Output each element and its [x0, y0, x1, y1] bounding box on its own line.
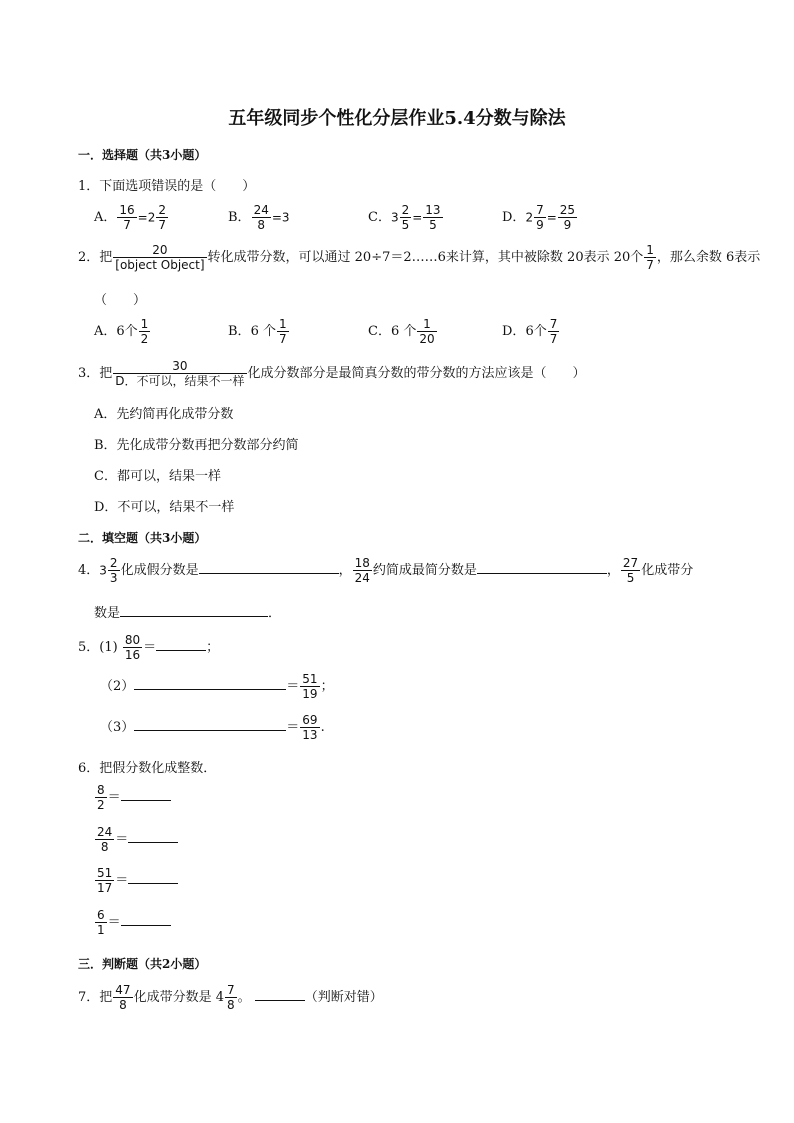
- answer-blank[interactable]: [134, 688, 286, 690]
- answer-blank[interactable]: [120, 615, 268, 617]
- fraction: $\frac{6}{1}$: [97, 908, 105, 937]
- question-3-stem: 3．把 $\frac{30}{\text{D．不可以，结果不一样}}$ 化成分数部分是最简真分数的带分数的方法应该是（ ）: [78, 359, 586, 388]
- q2-option-a[interactable]: A．6个 $\frac{1}{2}$: [94, 317, 149, 346]
- section-heading-fill: 二．填空题（共3小题）: [78, 531, 207, 545]
- q3-option-a[interactable]: A．先约简再化成带分数: [94, 407, 234, 422]
- question-4-cont: 数是 ．: [94, 606, 282, 621]
- question-2-stem: 2．把 $\frac{20}{\text{[object Object]}}$ 转化成带分数，可以通过 20÷7＝2……6来计算，其中被除数 20表示 20个 $\frac{1}{7}$ ，那么余数 6表示: [78, 243, 761, 272]
- fraction: $\frac{16}{7}$: [119, 203, 135, 232]
- section-heading-choice: 一．选择题（共3小题）: [78, 148, 207, 162]
- fraction: $\frac{25}{9}$: [559, 203, 576, 232]
- q6-item: $\frac{8}{2}$ ＝: [94, 783, 171, 812]
- q3-option-c[interactable]: C．都可以，结果一样: [94, 469, 221, 484]
- fraction: $\frac{2}{5}$: [401, 203, 410, 232]
- q1-option-d[interactable]: D．2 $\frac{7}{9}$ = $\frac{25}{9}$: [502, 203, 576, 232]
- fraction: $\frac{51}{17}$: [97, 866, 113, 895]
- q6-item: $\frac{51}{17}$ ＝: [94, 866, 178, 895]
- fraction: $\frac{2}{7}$: [158, 203, 167, 232]
- answer-blank[interactable]: [134, 729, 286, 731]
- q6-item: $\frac{24}{8}$ ＝: [94, 825, 178, 854]
- q1-option-a[interactable]: A． $\frac{16}{7}$ =2 $\frac{2}{7}$: [94, 203, 167, 232]
- q6-item: $\frac{6}{1}$ ＝: [94, 908, 171, 937]
- fraction: $\frac{80}{16}$: [124, 633, 141, 662]
- q2-option-c[interactable]: C．6 个 $\frac{1}{20}$: [368, 317, 435, 346]
- question-5-part-1: 5．(1) $\frac{80}{16}$ ＝ ；: [78, 633, 220, 662]
- fraction: $\frac{27}{5}$: [622, 556, 639, 585]
- q3-option-b[interactable]: B．先化成带分数再把分数部分约简: [94, 438, 299, 453]
- q3-option-d[interactable]: D．不可以，结果不一样: [94, 500, 235, 515]
- answer-blank[interactable]: [128, 841, 178, 843]
- fraction: $\frac{7}{7}$: [549, 317, 558, 346]
- answer-blank[interactable]: [128, 882, 178, 884]
- question-5-part-2: （2） ＝ $\frac{51}{19}$ ；: [100, 672, 334, 701]
- q2-option-b[interactable]: B．6 个 $\frac{1}{7}$: [228, 317, 287, 346]
- fraction: $\frac{30}{\text{D．不可以，结果不一样}}$: [115, 359, 245, 388]
- fraction: $\frac{7}{8}$: [226, 983, 235, 1012]
- section-heading-judge: 三．判断题（共2小题）: [78, 957, 207, 971]
- fraction: $\frac{2}{3}$: [109, 556, 118, 585]
- answer-blank[interactable]: [156, 649, 206, 651]
- question-6-stem: 6．把假分数化成整数．: [78, 761, 217, 776]
- fraction: $\frac{1}{7}$: [278, 317, 287, 346]
- page-title: 五年级同步个性化分层作业5.4分数与除法: [228, 108, 566, 129]
- q2-option-d[interactable]: D．6个 $\frac{7}{7}$: [502, 317, 558, 346]
- fraction: $\frac{24}{8}$: [97, 825, 113, 854]
- q1-option-c[interactable]: C．3 $\frac{2}{5}$ = $\frac{13}{5}$: [368, 203, 441, 232]
- fraction: $\frac{18}{24}$: [354, 556, 370, 585]
- fraction: $\frac{24}{8}$: [253, 203, 269, 232]
- fraction: $\frac{1}{7}$: [646, 243, 654, 272]
- fraction: $\frac{1}{20}$: [419, 317, 435, 346]
- question-2-paren: （ ）: [94, 293, 147, 308]
- fraction: $\frac{69}{13}$: [302, 713, 318, 742]
- fraction: $\frac{1}{2}$: [140, 317, 149, 346]
- fraction: $\frac{47}{8}$: [115, 983, 131, 1012]
- answer-blank[interactable]: [255, 999, 305, 1001]
- answer-blank[interactable]: [121, 924, 171, 926]
- fraction: $\frac{7}{9}$: [536, 203, 544, 232]
- answer-blank[interactable]: [477, 572, 607, 574]
- question-1-stem: 1．下面选项错误的是（ ）: [78, 179, 256, 194]
- fraction: $\frac{20}{\text{[object Object]}}$: [115, 243, 205, 272]
- q1-option-b[interactable]: B． $\frac{24}{8}$ =3: [228, 203, 290, 232]
- question-4-stem: 4．3 $\frac{2}{3}$ 化成假分数是 ， $\frac{18}{24}$ 约简成最简分数是 ， $\frac{27}{5}$ 化成带分: [78, 556, 694, 585]
- answer-blank[interactable]: [121, 799, 171, 801]
- answer-blank[interactable]: [199, 572, 339, 574]
- question-7-stem: 7．把 $\frac{47}{8}$ 化成带分数是 4 $\frac{7}{8}$ 。 （判断对错）: [78, 983, 383, 1012]
- fraction: $\frac{13}{5}$: [425, 203, 441, 232]
- question-5-part-3: （3） ＝ $\frac{69}{13}$ .: [100, 713, 325, 742]
- fraction: $\frac{51}{19}$: [302, 672, 318, 701]
- fraction: $\frac{8}{2}$: [97, 783, 105, 812]
